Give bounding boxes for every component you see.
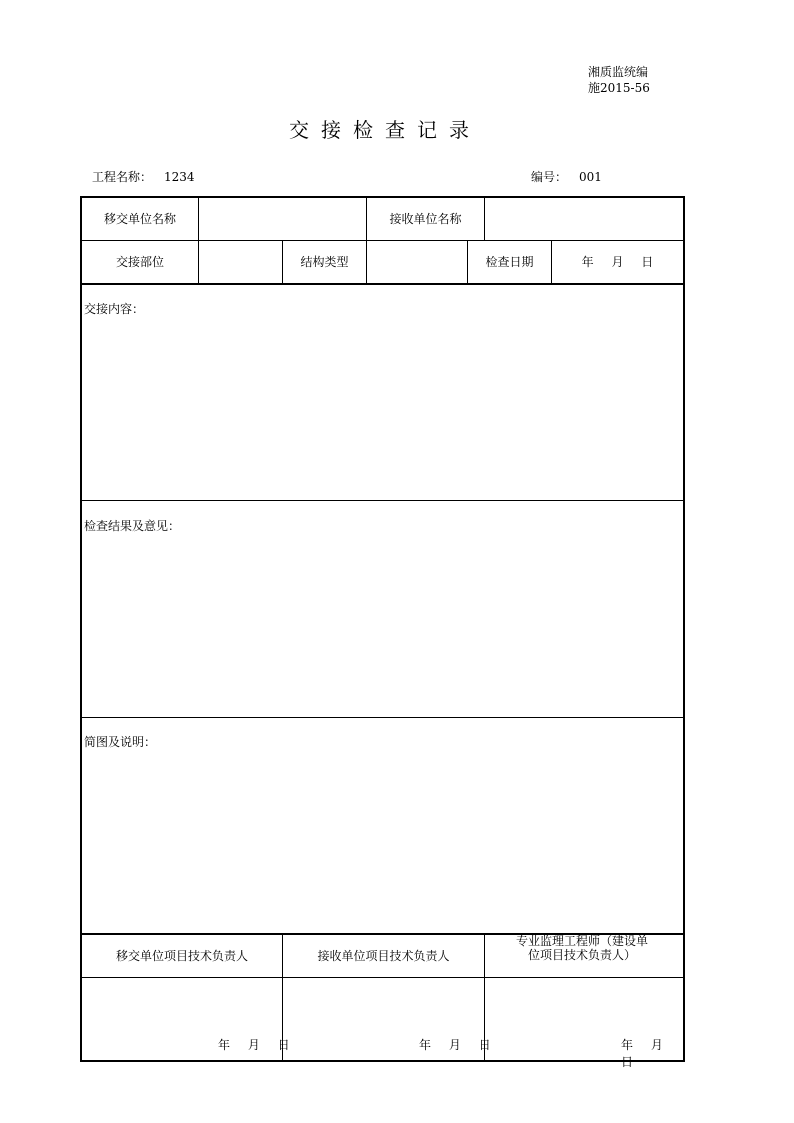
receive-unit-label: 接收单位名称 xyxy=(389,212,462,226)
form-code-line1: 湘质监统编 xyxy=(588,65,649,79)
supervisor-label: 专业监理工程师（建设单位项目技术负责人） xyxy=(515,934,648,962)
project-name-label: 工程名称： xyxy=(92,170,153,184)
handover-content-label: 交接内容： xyxy=(84,302,145,316)
page-title: 交接检查记录 xyxy=(289,118,481,142)
record-number-value[interactable]: 001 xyxy=(579,170,602,184)
record-number-label: 编号： xyxy=(531,170,568,184)
transfer-head-label: 移交单位项目技术负责人 xyxy=(115,948,248,963)
handover-content-area[interactable] xyxy=(82,318,683,498)
structure-type-label: 结构类型 xyxy=(300,255,349,269)
receive-unit-field[interactable] xyxy=(485,198,683,240)
check-date-field[interactable]: 年 月 日 xyxy=(581,255,654,269)
check-date-label: 检查日期 xyxy=(485,255,534,269)
handover-part-field[interactable] xyxy=(199,241,282,283)
receive-head-label: 接收单位项目技术负责人 xyxy=(317,948,450,963)
record-number-row xyxy=(531,168,614,185)
structure-type-field[interactable] xyxy=(367,241,467,283)
supervisor-sign-date: 年 月 日 xyxy=(621,1038,663,1069)
sketch-label: 简图及说明： xyxy=(84,735,157,749)
sketch-area[interactable] xyxy=(82,751,683,931)
transfer-sign-date: 年 月 日 xyxy=(218,1038,290,1052)
row-divider xyxy=(82,283,683,285)
row-divider xyxy=(82,500,683,501)
handover-table xyxy=(80,196,685,1069)
project-name-value[interactable]: 1234 xyxy=(164,170,195,184)
check-result-label: 检查结果及意见： xyxy=(84,519,181,533)
handover-part-label: 交接部位 xyxy=(115,255,164,269)
transfer-unit-label: 移交单位名称 xyxy=(103,212,176,226)
form-code-line2: 施2015-56 xyxy=(588,81,650,95)
row-divider xyxy=(82,717,683,718)
form-code xyxy=(588,64,650,96)
transfer-unit-field[interactable] xyxy=(199,198,366,240)
check-result-area[interactable] xyxy=(82,535,683,715)
project-name-row xyxy=(92,168,207,185)
receive-sign-date: 年 月 日 xyxy=(419,1038,491,1052)
